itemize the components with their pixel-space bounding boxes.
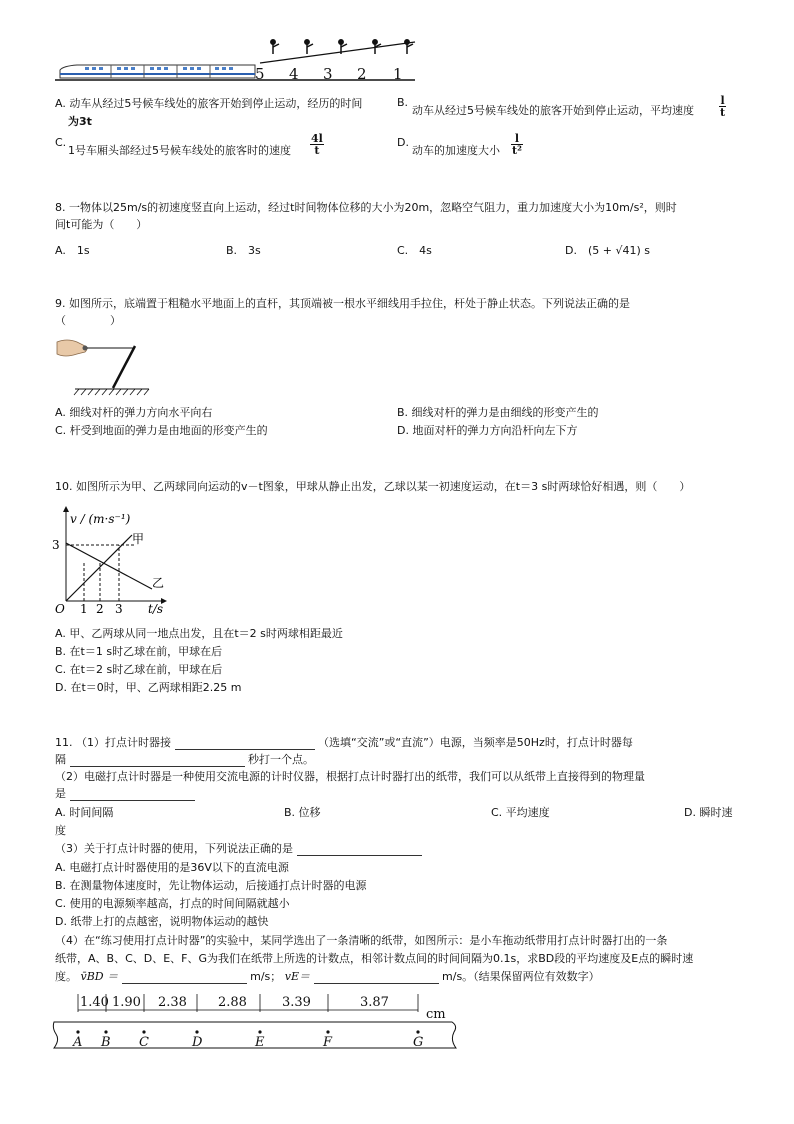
q10-option-b[interactable]: B. 在t＝1 s时乙球在前，甲球在后 xyxy=(55,645,223,658)
q11-p2-option-d-cont: 度 xyxy=(55,824,66,837)
tape-point: A xyxy=(73,1035,83,1050)
train-diagram xyxy=(55,36,425,86)
q7-option-a-cont: 为3t xyxy=(68,115,92,128)
graph-tick: 1 xyxy=(80,602,88,616)
q11-p2-cont: 是 xyxy=(55,787,195,801)
q11-blank-2[interactable] xyxy=(70,754,245,767)
q7-option-b-label: B. xyxy=(397,96,409,109)
q11-p3-option-a[interactable]: A. 电磁打点计时器使用的是36V以下的直流电源 xyxy=(55,861,289,874)
q8-option-c[interactable]: C. 4s xyxy=(397,244,432,257)
train-icon xyxy=(60,65,255,78)
station-label: 1 xyxy=(393,65,403,83)
q7-option-c-label: C. xyxy=(55,136,67,149)
q7-option-c[interactable]: 1号车厢头部经过5号候车线处的旅客时的速度 xyxy=(68,144,291,157)
tape-distance: 1.90 xyxy=(112,995,141,1010)
station-label: 2 xyxy=(357,65,367,83)
tape-distance: 3.87 xyxy=(360,995,389,1010)
q9-option-b[interactable]: B. 细线对杆的弹力是由细线的形变产生的 xyxy=(397,406,599,419)
q10-option-c[interactable]: C. 在t＝2 s时乙球在前，甲球在后 xyxy=(55,663,223,676)
tape-distance: 1.40 xyxy=(80,995,109,1010)
q7-option-b-fraction: $\frac{l}{t}$ xyxy=(720,94,726,119)
q11-p3-option-b[interactable]: B. 在测量物体速度时，先让物体运动，后接通打点计时器的电源 xyxy=(55,879,367,892)
tape-point: D xyxy=(192,1035,203,1050)
q11-blank-ve[interactable] xyxy=(314,971,439,984)
q10-stem: 10. 如图所示为甲、乙两球同向运动的v－t图象，甲球从静止出发，乙球以某一初速度运动，在t＝3 s时两球恰好相遇，则（ ） xyxy=(55,480,691,493)
q11-p2-option-d[interactable]: D. 瞬时速 xyxy=(684,806,733,819)
paper-tape-diagram xyxy=(52,990,464,1054)
q8-option-b[interactable]: B. 3s xyxy=(226,244,261,257)
q9-stem: 9. 如图所示，底端置于粗糙水平地面上的直杆，其顶端被一根水平细线用手拉住，杆处于静止状态。下列说法正确的是 xyxy=(55,297,630,310)
station-label: 4 xyxy=(289,65,299,83)
q7-option-d-fraction: $\frac{l}{\text{t²}}$ xyxy=(512,132,522,157)
graph-yi: 乙 xyxy=(152,576,165,590)
q8-option-d[interactable]: D. (5 + √41) s xyxy=(565,244,650,257)
graph-xlabel: t/s xyxy=(148,602,164,616)
q8-stem-cont: 间t可能为（ ） xyxy=(55,218,148,231)
tape-point: B xyxy=(101,1035,111,1050)
q11-blank-4[interactable] xyxy=(297,843,422,856)
q11-blank-vbd[interactable] xyxy=(122,971,247,984)
q7-option-d-label: D. xyxy=(397,136,409,149)
tape-distance: 3.39 xyxy=(282,995,311,1010)
q11-p1: 11. （1）打点计时器接 （选填“交流”或“直流”）电源，当频率是50Hz时，打点计时器每 xyxy=(55,736,633,749)
q7-option-d[interactable]: 动车的加速度大小 xyxy=(412,144,500,157)
q10-option-d[interactable]: D. 在t＝0时，甲、乙两球相距2.25 m xyxy=(55,681,242,694)
q11-p3-option-d[interactable]: D. 纸带上打的点越密，说明物体运动的越快 xyxy=(55,915,269,928)
q11-p2-option-b[interactable]: B. 位移 xyxy=(284,806,321,819)
rod-diagram xyxy=(55,336,150,398)
graph-ylabel: v / (m·s⁻¹) xyxy=(70,512,131,526)
graph-y3: 3 xyxy=(52,538,60,552)
q11-p3: （3）关于打点计时器的使用，下列说法正确的是 xyxy=(55,842,422,856)
q9-option-a[interactable]: A. 细线对杆的弹力方向水平向右 xyxy=(55,406,213,419)
q11-blank-3[interactable] xyxy=(70,788,195,801)
q10-option-a[interactable]: A. 甲、乙两球从同一地点出发，且在t＝2 s时两球相距最近 xyxy=(55,627,343,640)
q11-p1-cont: 隔 秒打一个点。 xyxy=(55,753,314,766)
q11-p4-answer: 度。 v̄BD ＝ m/s； vE＝ m/s。（结果保留两位有效数字） xyxy=(55,970,600,983)
q8-stem: 8. 一物体以25m/s的初速度竖直向上运动，经过t时间物体位移的大小为20m，忽略空气阻力，重力加速度大小为10m/s²，则时 xyxy=(55,201,677,214)
q9-stem-cont: （ ） xyxy=(55,314,121,327)
tape-point: C xyxy=(139,1035,149,1050)
tape-point: E xyxy=(255,1035,265,1050)
q11-p4: （4）在“练习使用打点计时器”的实验中，某同学选出了一条清晰的纸带，如图所示：是小车拖动纸带用打点计时器打出的一条 xyxy=(55,934,668,947)
q11-p2-option-a[interactable]: A. 时间间隔 xyxy=(55,806,114,819)
q7-option-c-fraction: $\frac{4l}{t}$ xyxy=(311,132,323,157)
q9-option-d[interactable]: D. 地面对杆的弹力方向沿杆向左下方 xyxy=(397,424,578,437)
tape-point: F xyxy=(323,1035,333,1050)
q11-p2: （2）电磁打点计时器是一种使用交流电源的计时仪器，根据打点计时器打出的纸带，我们可以从纸带上直接得到的物理量 xyxy=(55,770,645,783)
tape-distance: 2.88 xyxy=(218,995,247,1010)
tape-unit: cm xyxy=(426,1007,446,1022)
graph-tick: 3 xyxy=(115,602,123,616)
vt-graph xyxy=(52,505,172,617)
tape-distance: 2.38 xyxy=(158,995,187,1010)
q11-p4-cont: 纸带，A、B、C、D、E、F、G为我们在纸带上所选的计数点，相邻计数点间的时间间隔为0.1s，求BD段的平均速度及E点的瞬时速 xyxy=(55,952,694,965)
q8-option-a[interactable]: A. 1s xyxy=(55,244,90,257)
q9-option-c[interactable]: C. 杆受到地面的弹力是由地面的形变产生的 xyxy=(55,424,268,437)
tape-point: G xyxy=(413,1035,424,1050)
q7-option-b[interactable]: 动车从经过5号候车线处的旅客开始到停止运动，平均速度 xyxy=(412,104,694,117)
station-label: 5 xyxy=(255,65,265,83)
q11-blank-1[interactable] xyxy=(175,737,315,750)
hand-icon xyxy=(57,340,88,356)
q7-option-a[interactable]: A. 动车从经过5号候车线处的旅客开始到停止运动，经历的时间 xyxy=(55,97,363,110)
q11-p3-option-c[interactable]: C. 使用的电源频率越高，打点的时间间隔就越小 xyxy=(55,897,290,910)
q11-p2-option-c[interactable]: C. 平均速度 xyxy=(491,806,550,819)
yi-line xyxy=(66,543,152,589)
graph-origin: O xyxy=(55,602,65,616)
graph-jia: 甲 xyxy=(132,532,145,546)
station-label: 3 xyxy=(323,65,333,83)
graph-tick: 2 xyxy=(96,602,104,616)
